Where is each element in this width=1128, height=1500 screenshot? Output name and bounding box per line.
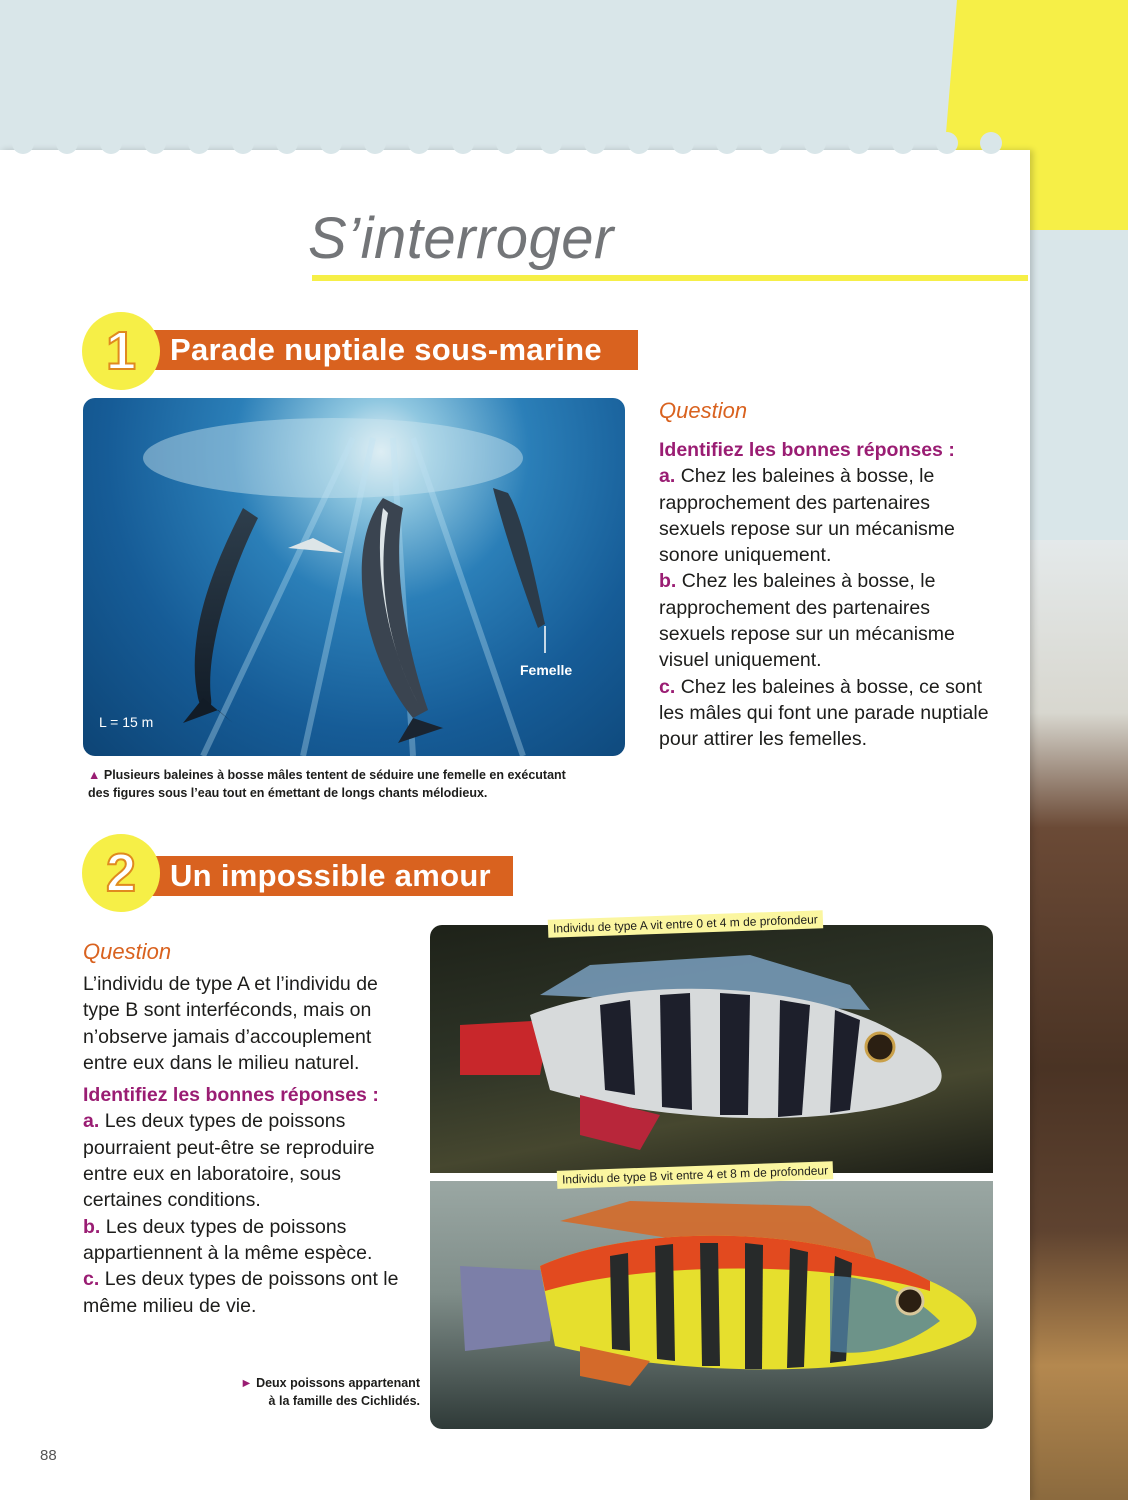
question-2-text	[83, 971, 403, 1319]
question-1-text	[659, 437, 989, 753]
caption-line: des figures sous l’eau tout en émettant de longs chants mélodieux.	[88, 786, 488, 800]
whale-photo	[83, 398, 625, 756]
section-1-number: 1	[82, 312, 160, 390]
binding-hole	[100, 132, 122, 154]
answer-1b: b. Chez les baleines à bosse, le rapprochement des partenaires sexuels repose sur un mécanisme visuel uniquement.	[659, 570, 955, 672]
binding-hole	[628, 132, 650, 154]
binding-hole	[320, 132, 342, 154]
question-1-title: Question	[659, 398, 748, 423]
fish-type-a-photo	[430, 925, 993, 1173]
binding-hole	[188, 132, 210, 154]
question-1-prompt: Identifiez les bonnes réponses :	[659, 439, 955, 461]
question-2-intro: L’individu de type A et l’individu de type B sont interféconds, mais on n’observe jamais d’accouplement entre eux dans le milieu naturel.	[83, 973, 378, 1074]
binding-hole	[892, 132, 914, 154]
whale-caption	[88, 766, 608, 802]
binding-hole	[56, 132, 78, 154]
caption-line: à la famille des Cichlidés.	[268, 1394, 420, 1408]
fish-type-b-photo	[430, 1181, 993, 1429]
section-1-heading: Parade nuptiale sous-marine	[120, 330, 638, 370]
binding-hole	[276, 132, 298, 154]
section-2-heading: Un impossible amour	[120, 856, 513, 896]
binding-hole	[936, 132, 958, 154]
scale-label: L = 15 m	[99, 714, 154, 730]
binding-hole	[144, 132, 166, 154]
binding-hole	[980, 132, 1002, 154]
question-2-title: Question	[83, 939, 172, 964]
fish-b-illustration	[430, 1181, 993, 1429]
triangle-up-icon: ▲	[88, 768, 101, 782]
binding-hole	[364, 132, 386, 154]
spiral-binding	[0, 118, 1030, 168]
binding-hole	[12, 132, 34, 154]
fish-a-illustration	[430, 925, 993, 1173]
binding-hole	[848, 132, 870, 154]
triangle-right-icon: ►	[240, 1376, 253, 1390]
answer-2b: b. Les deux types de poissons appartiennent à la même espèce.	[83, 1215, 373, 1264]
type-a-tag: Individu de type A vit entre 0 et 4 m de profondeur	[548, 910, 823, 938]
page-number: 88	[40, 1447, 57, 1464]
binding-hole	[672, 132, 694, 154]
binding-hole	[496, 132, 518, 154]
whales-illustration	[83, 398, 625, 756]
binding-hole	[232, 132, 254, 154]
binding-hole	[804, 132, 826, 154]
fish-caption	[230, 1374, 420, 1410]
answer-1a: a. Chez les baleines à bosse, le rapprochement des partenaires sexuels repose sur un mécanisme sonore uniquement.	[659, 465, 955, 567]
caption-line: Plusieurs baleines à bosse mâles tentent de séduire une femelle en exécutant	[103, 768, 566, 782]
caption-line: Deux poissons appartenant	[256, 1376, 420, 1390]
background-animal-photo	[1018, 540, 1128, 1500]
answer-1c: c. Chez les baleines à bosse, ce sont les mâles qui font une parade nuptiale pour attirer les femelles.	[659, 675, 989, 751]
page-title: S’interroger	[308, 206, 614, 271]
question-2-prompt: Identifiez les bonnes réponses :	[83, 1084, 379, 1107]
type-b-tag: Individu de type B vit entre 4 et 8 m de profondeur	[557, 1161, 834, 1189]
female-label: Femelle	[520, 662, 573, 678]
binding-hole	[408, 132, 430, 154]
answer-2c: c. Les deux types de poissons ont le même milieu de vie.	[83, 1268, 399, 1317]
binding-hole	[760, 132, 782, 154]
title-underline	[312, 275, 1028, 281]
answer-2a: a. Les deux types de poissons pourraient peut-être se reproduire entre eux en laboratoire, sous certaines conditions.	[83, 1110, 375, 1212]
binding-hole	[452, 132, 474, 154]
binding-hole	[540, 132, 562, 154]
section-2-number: 2	[82, 834, 160, 912]
binding-hole	[716, 132, 738, 154]
binding-hole	[584, 132, 606, 154]
